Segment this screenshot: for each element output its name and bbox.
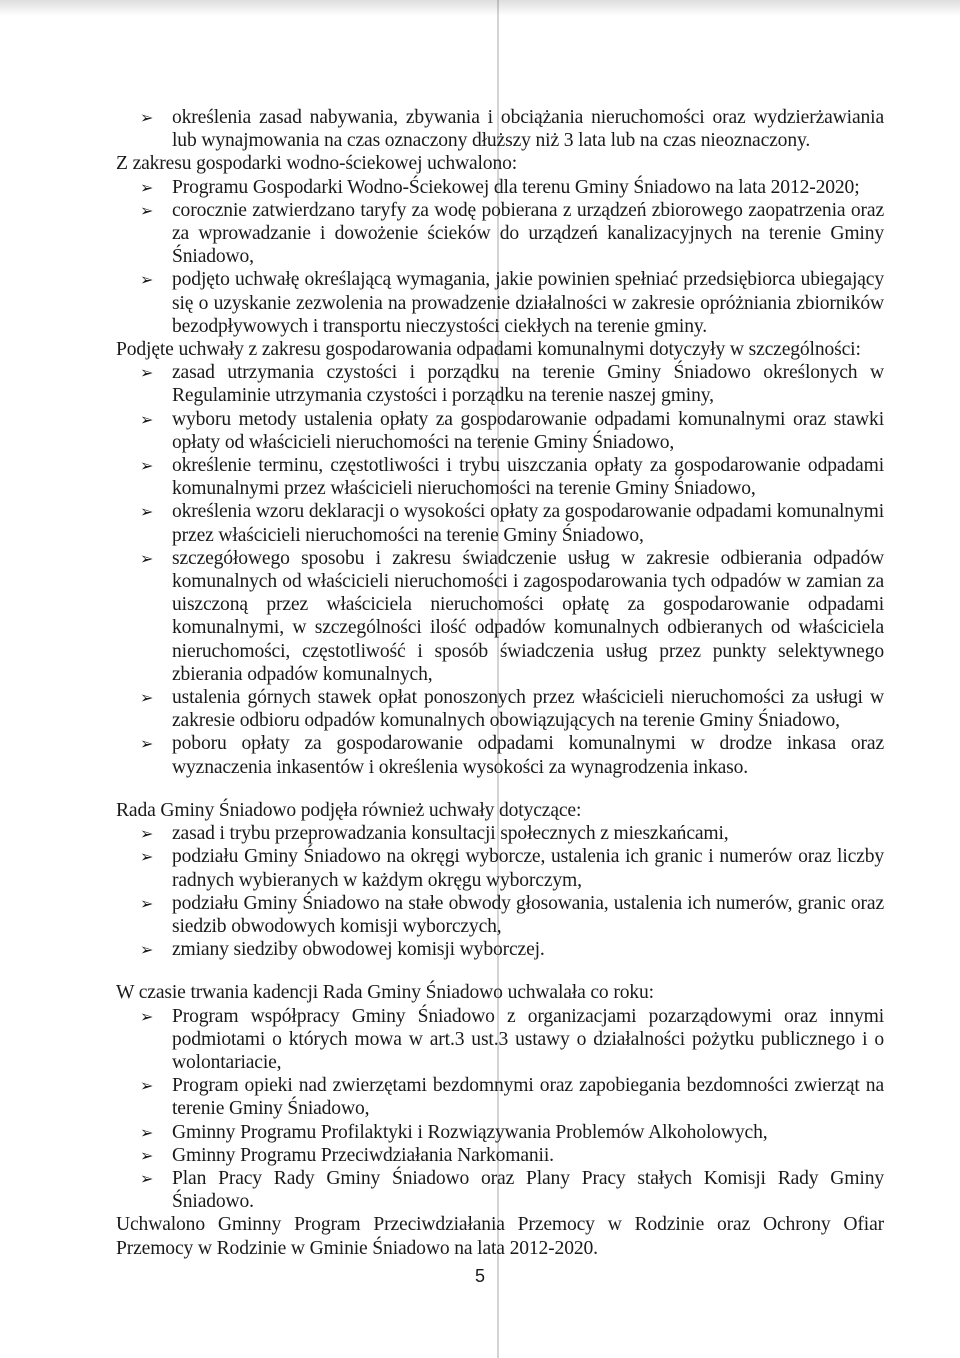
list-item: ➢ szczegółowego sposobu i zakresu świadczenie usług w zakresie odbierania odpadów komunalnych od właścicieli nieruchomości i zagospodarowania tych odpadów w zamian za uiszczoną przez właściciela nieruchomości opłatę za gospodarowanie odpadami komunalnymi, w szczególności ilość odpadów komunalnych odbieranych od właściciela nieruchomości, częstotliwość i sposób świadczenia usług przez punkty selektywnego zbierania odpadów komunalnych, (140, 547, 884, 685)
list-item: ➢ podziału Gminy Śniadowo na stałe obwody głosowania, ustalenia ich numerów, granic oraz siedzib obwodowych komisji wyborczych, (140, 892, 884, 937)
closing-paragraph: Uchwalono Gminny Program Przeciwdziałania Przemocy w Rodzinie oraz Ochrony Ofiar Przemocy w Rodzinie w Gminie Śniadowo na lata 2012-2020. (116, 1214, 884, 1259)
list-item: ➢ zmiany siedziby obwodowej komisji wyborczej. (140, 939, 545, 961)
list-item: ➢ zasad i trybu przeprowadzania konsultacji społecznych z mieszkańcami, (140, 823, 729, 845)
waste-list (116, 361, 884, 779)
arrow-bullet-icon: ➢ (140, 1168, 154, 1188)
list-item: ➢ określenia zasad nabywania, zbywania i obciążania nieruchomości oraz wydzierżawiania lub wynajmowania na czas oznaczony dłuższy niż 3 lata lub na czas nieoznaczony. (140, 107, 884, 152)
list-item: ➢ ustalenia górnych stawek opłat ponoszonych przez właścicieli nieruchomości za usługi w zakresie odbioru odpadów komunalnych obowiązujących na terenie Gminy Śniadowo, (140, 687, 884, 732)
page-number: 5 (474, 1266, 485, 1286)
list-item: ➢ Plan Pracy Rady Gminy Śniadowo oraz Plany Pracy stałych Komisji Rady Gminy Śniadowo. (140, 1167, 884, 1213)
list-item: ➢ zasad utrzymania czystości i porządku na terenie Gminy Śniadowo określonych w Regulaminie utrzymania czystości i porządku na terenie naszej gminy, (140, 362, 884, 407)
arrow-bullet-icon: ➢ (140, 502, 154, 522)
arrow-bullet-icon: ➢ (140, 734, 154, 754)
list-item: ➢ wyboru metody ustalenia opłaty za gospodarowanie odpadami komunalnymi oraz stawki opłaty od właścicieli nieruchomości na terenie Gminy Śniadowo, (140, 408, 884, 453)
water-section-heading: Z zakresu gospodarki wodno-ściekowej uchwalono: (116, 153, 518, 175)
scan-edge-shadow (0, 0, 960, 16)
term-list (116, 1005, 884, 1214)
intro-list (116, 106, 884, 152)
arrow-bullet-icon: ➢ (140, 1122, 154, 1142)
arrow-bullet-icon: ➢ (140, 1076, 154, 1096)
document-body (116, 106, 884, 1260)
arrow-bullet-icon: ➢ (140, 824, 154, 844)
waste-section-heading: Podjęte uchwały z zakresu gospodarowania odpadami komunalnymi dotyczyły w szczególności: (116, 339, 861, 361)
list-item: ➢ poboru opłaty za gospodarowanie odpadami komunalnymi w drodze inkasa oraz wyznaczenia inkasentów i określenia wysokości za wynagrodzenia inkaso. (140, 733, 884, 778)
list-item: ➢ Programu Gospodarki Wodno-Ściekowej dla terenu Gminy Śniadowo na lata 2012-2020; (140, 176, 860, 198)
arrow-bullet-icon: ➢ (140, 688, 154, 708)
water-list (116, 176, 884, 338)
arrow-bullet-icon: ➢ (140, 200, 154, 220)
arrow-bullet-icon: ➢ (140, 177, 154, 197)
list-item: ➢ określenia wzoru deklaracji o wysokości opłaty za gospodarowanie odpadami komunalnymi przez właścicieli nieruchomości na terenie Gminy Śniadowo, (140, 501, 884, 546)
arrow-bullet-icon: ➢ (140, 1145, 154, 1165)
council-section-heading: Rada Gminy Śniadowo podjęła również uchwały dotyczące: (116, 799, 582, 821)
arrow-bullet-icon: ➢ (140, 363, 154, 383)
arrow-bullet-icon: ➢ (140, 940, 154, 960)
list-item: ➢ podjęto uchwałę określającą wymagania, jakie powinien spełniać przedsiębiorca ubiegający się o uzyskanie zezwolenia na prowadzenie działalności w zakresie opróżniania zbiorników bezodpływowych i transportu nieczystości ciekłych na terenie gminy. (140, 269, 884, 337)
list-item: ➢ Program współpracy Gminy Śniadowo z organizacjami pozarządowymi oraz innymi podmiotami o których mowa w art.3 ust.3 ustawy o działalności pożytku publicznego i o wolontariacie, (140, 1005, 884, 1073)
arrow-bullet-icon: ➢ (140, 108, 154, 127)
arrow-bullet-icon: ➢ (140, 847, 154, 867)
list-item: ➢ Gminny Programu Przeciwdziałania Narkomanii. (140, 1144, 554, 1166)
arrow-bullet-icon: ➢ (140, 548, 154, 568)
council-list (116, 822, 884, 961)
list-item: ➢ Program opieki nad zwierzętami bezdomnymi oraz zapobiegania bezdomności zwierząt na terenie Gminy Śniadowo, (140, 1075, 884, 1120)
arrow-bullet-icon: ➢ (140, 409, 154, 429)
term-section-heading: W czasie trwania kadencji Rada Gminy Śniadowo uchwalała co roku: (116, 982, 654, 1004)
arrow-bullet-icon: ➢ (140, 456, 154, 476)
list-item: ➢ określenie terminu, częstotliwości i trybu uiszczania opłaty za gospodarowanie odpadami komunalnymi przez właścicieli nieruchomości na terenie Gminy Śniadowo, (140, 455, 884, 500)
arrow-bullet-icon: ➢ (140, 893, 154, 913)
list-item: ➢ corocznie zatwierdzano taryfy za wodę pobierana z urządzeń zbiorowego zaopatrzenia oraz za wprowadzanie i dowożenie ścieków do urządzeń kanalizacyjnych na terenie Gminy Śniadowo, (140, 199, 884, 268)
arrow-bullet-icon: ➢ (140, 270, 154, 290)
list-item: ➢ podziału Gminy Śniadowo na okręgi wyborcze, ustalenia ich granic i numerów oraz liczby radnych wybieranych w każdym okręgu wyborczym, (140, 846, 884, 891)
arrow-bullet-icon: ➢ (140, 1006, 154, 1026)
list-item: ➢ Gminny Programu Profilaktyki i Rozwiązywania Problemów Alkoholowych, (140, 1121, 768, 1143)
